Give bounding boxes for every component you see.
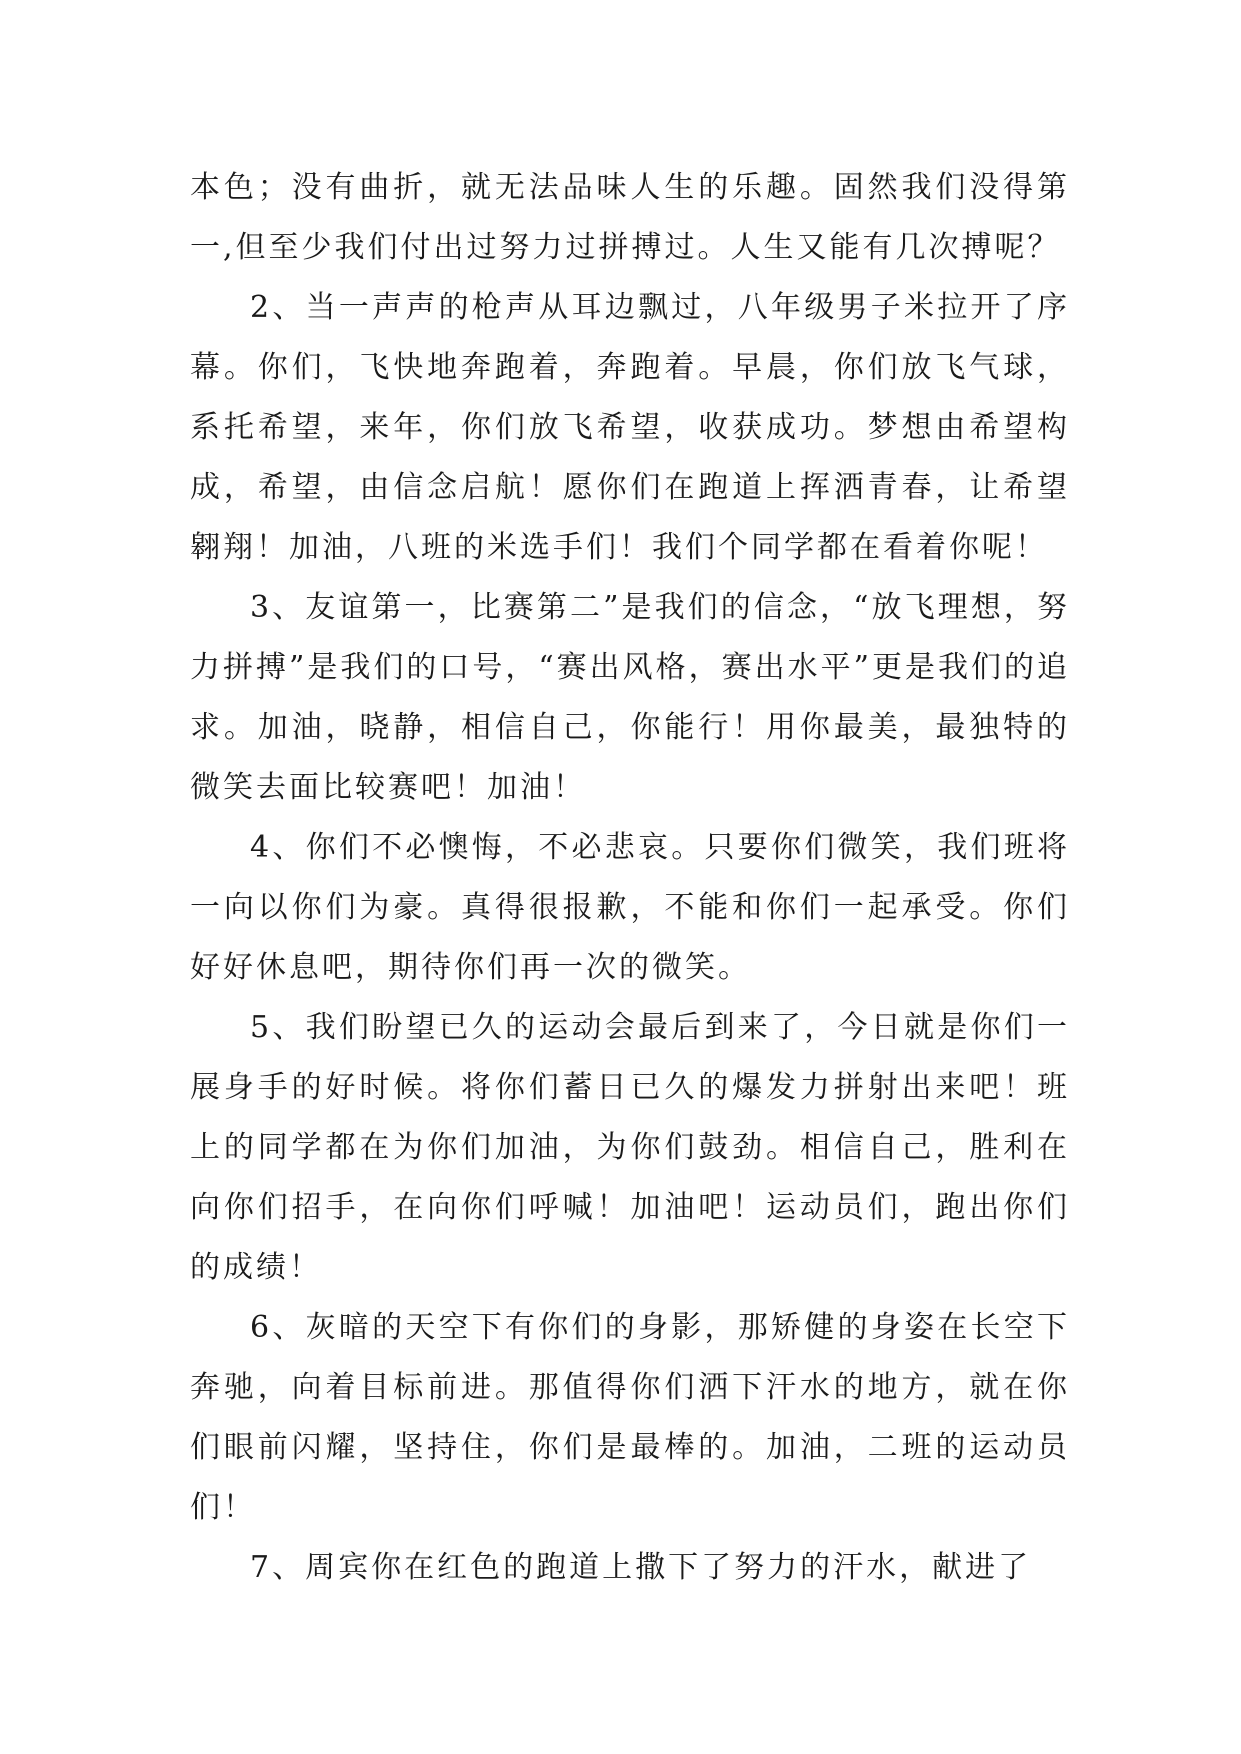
paragraph-3: 3、友谊第一，比赛第二”是我们的信念，“放飞理想，努力拼搏”是我们的口号，“赛出风格，赛出水平”更是我们的追求。加油，晓静，相信自己，你能行！用你最美，最独特的微笑去面比较赛吧！加油！ [190, 590, 1071, 805]
paragraph-continued: 本色；没有曲折，就无法品味人生的乐趣。固然我们没得第一,但至少我们付出过努力过拼搏过。人生又能有几次搏呢？ [190, 170, 1070, 265]
paragraph-5: 5、我们盼望已久的运动会最后到来了，今日就是你们一展身手的好时候。将你们蓄日已久的爆发力拼射出来吧！班上的同学都在为你们加油，为你们鼓劲。相信自己，胜利在向你们招手，在向你们呼喊！加油吧！运动员们，跑出你们的成绩！ [190, 1010, 1070, 1285]
paragraph-2: 2、当一声声的枪声从耳边飘过，八年级男子米拉开了序幕。你们，飞快地奔跑着，奔跑着。早晨，你们放飞气球，系托希望，来年，你们放飞希望，收获成功。梦想由希望构成，希望，由信念启航！愿你们在跑道上挥洒青春，让希望翱翔！加油，八班的米选手们！我们个同学都在看着你呢！ [190, 290, 1070, 565]
paragraph-4: 4、你们不必懊悔，不必悲哀。只要你们微笑，我们班将一向以你们为豪。真得很报歉，不能和你们一起承受。你们好好休息吧，期待你们再一次的微笑。 [190, 830, 1070, 985]
paragraph-7: 7、周宾你在红色的跑道上撒下了努力的汗水，献进了 [250, 1550, 1032, 1585]
paragraph-6: 6、灰暗的天空下有你们的身影，那矫健的身姿在长空下奔驰，向着目标前进。那值得你们洒下汗水的地方，就在你们眼前闪耀，坚持住，你们是最棒的。加油，二班的运动员们！ [190, 1310, 1070, 1525]
document-body [190, 158, 1070, 1598]
